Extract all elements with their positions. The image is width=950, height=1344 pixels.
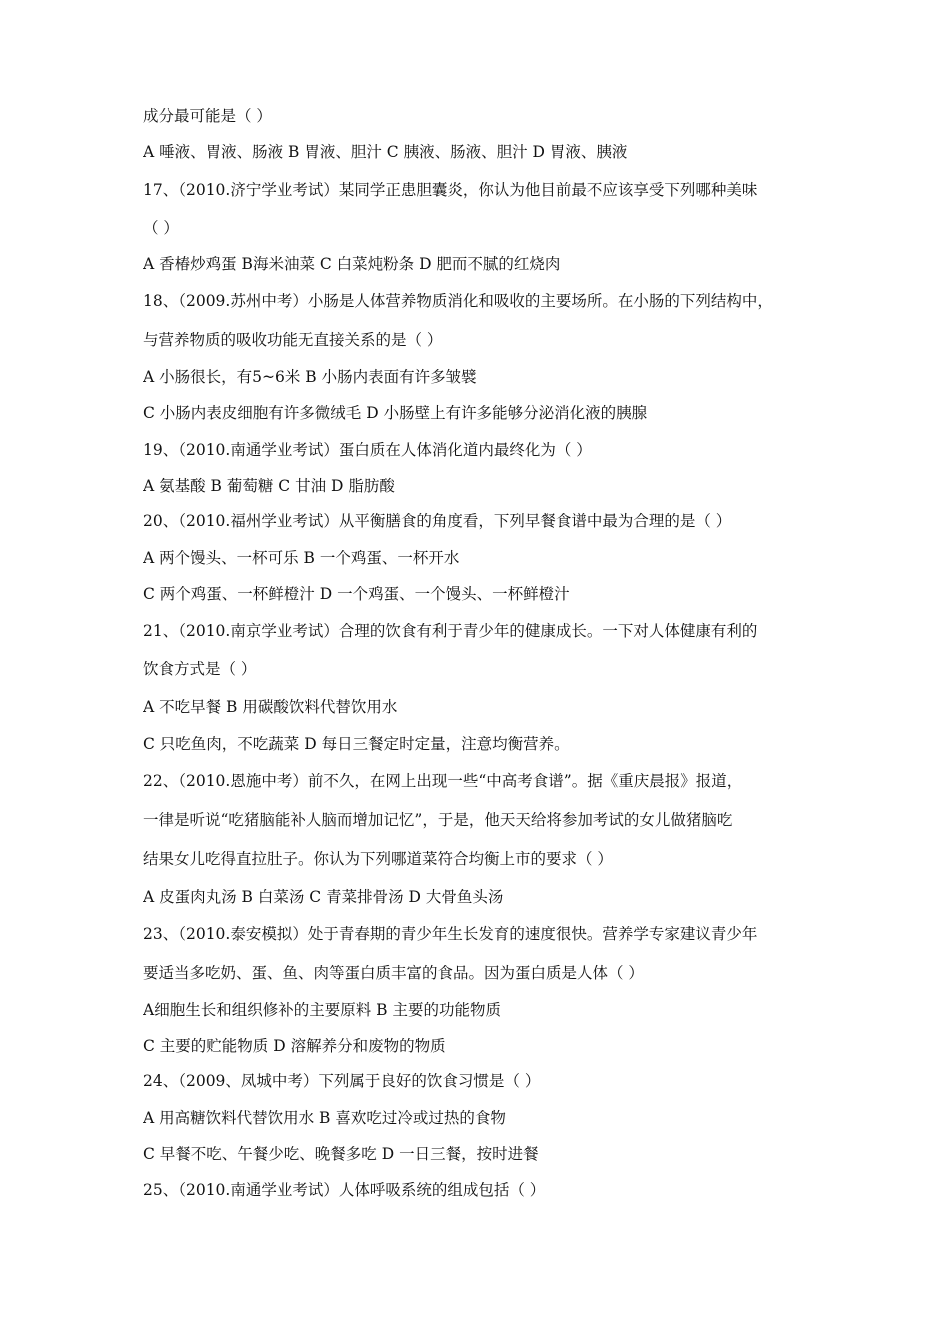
text-line: A 用高糖饮料代替饮用水 B 喜欢吃过冷或过热的食物 xyxy=(143,1109,506,1127)
text-line: 20、（2010.福州学业考试）从平衡膳食的角度看，下列早餐食谱中最为合理的是（ ） xyxy=(143,512,732,530)
text-line: 要适当多吃奶、蛋、鱼、肉等蛋白质丰富的食品。因为蛋白质是人体（ ） xyxy=(143,964,644,982)
text-line: A 香椿炒鸡蛋 B海米油菜 C 白菜炖粉条 D 肥而不腻的红烧肉 xyxy=(143,255,561,273)
text-line: A 两个馒头、一杯可乐 B 一个鸡蛋、一杯开水 xyxy=(143,549,460,567)
text-line: 23、（2010.泰安模拟）处于青春期的青少年生长发育的速度很快。营养学专家建议青少年 xyxy=(143,925,758,943)
text-line: C 小肠内表皮细胞有许多微绒毛 D 小肠壁上有许多能够分泌消化液的胰腺 xyxy=(143,404,648,422)
text-line: A 皮蛋肉丸汤 B 白菜汤 C 青菜排骨汤 D 大骨鱼头汤 xyxy=(143,888,504,906)
text-line: 24、（2009、凤城中考）下列属于良好的饮食习惯是（ ） xyxy=(143,1072,541,1090)
text-line: C 主要的贮能物质 D 溶解养分和废物的物质 xyxy=(143,1037,446,1055)
text-line: 一律是听说“吃猪脑能补人脑而增加记忆”，于是，他天天给将参加考试的女儿做猪脑吃 xyxy=(143,811,733,829)
text-line: 成分最可能是（ ） xyxy=(143,107,272,125)
text-line: C 只吃鱼肉，不吃蔬菜 D 每日三餐定时定量，注意均衡营养。 xyxy=(143,735,570,753)
text-line: 与营养物质的吸收功能无直接关系的是（ ） xyxy=(143,331,443,349)
text-line: C 早餐不吃、午餐少吃、晚餐多吃 D 一日三餐，按时进餐 xyxy=(143,1145,539,1163)
text-line: A 氨基酸 B 葡萄糖 C 甘油 D 脂肪酸 xyxy=(143,477,395,495)
text-line: 21、（2010.南京学业考试）合理的饮食有利于青少年的健康成长。一下对人体健康有利的 xyxy=(143,622,758,640)
text-line: A 小肠很长，有5~6米 B 小肠内表面有许多皱襞 xyxy=(143,368,477,386)
text-line: 结果女儿吃得直拉肚子。你认为下列哪道菜符合均衡上市的要求（ ） xyxy=(143,850,613,868)
text-line: 17、（2010.济宁学业考试）某同学正患胆囊炎，你认为他目前最不应该享受下列哪种美味 xyxy=(143,181,758,199)
text-line: 19、（2010.南通学业考试）蛋白质在人体消化道内最终化为（ ） xyxy=(143,441,592,459)
text-line: 22、（2010.恩施中考）前不久，在网上出现一些“中高考食谱”。据《重庆晨报》报道， xyxy=(143,772,743,790)
text-line: A细胞生长和组织修补的主要原料 B 主要的功能物质 xyxy=(143,1001,501,1019)
text-line: 25、（2010.南通学业考试）人体呼吸系统的组成包括（ ） xyxy=(143,1181,546,1199)
text-line: 饮食方式是（ ） xyxy=(143,660,257,678)
text-line: C 两个鸡蛋、一杯鲜橙汁 D 一个鸡蛋、一个馒头、一杯鲜橙汁 xyxy=(143,585,570,603)
text-line: （ ） xyxy=(143,219,179,237)
text-line: 18、（2009.苏州中考）小肠是人体营养物质消化和吸收的主要场所。在小肠的下列结构中， xyxy=(143,292,773,310)
text-line: A 不吃早餐 B 用碳酸饮料代替饮用水 xyxy=(143,698,398,716)
text-line: A 唾液、胃液、肠液 B 胃液、胆汁 C 胰液、肠液、胆汁 D 胃液、胰液 xyxy=(143,143,628,161)
